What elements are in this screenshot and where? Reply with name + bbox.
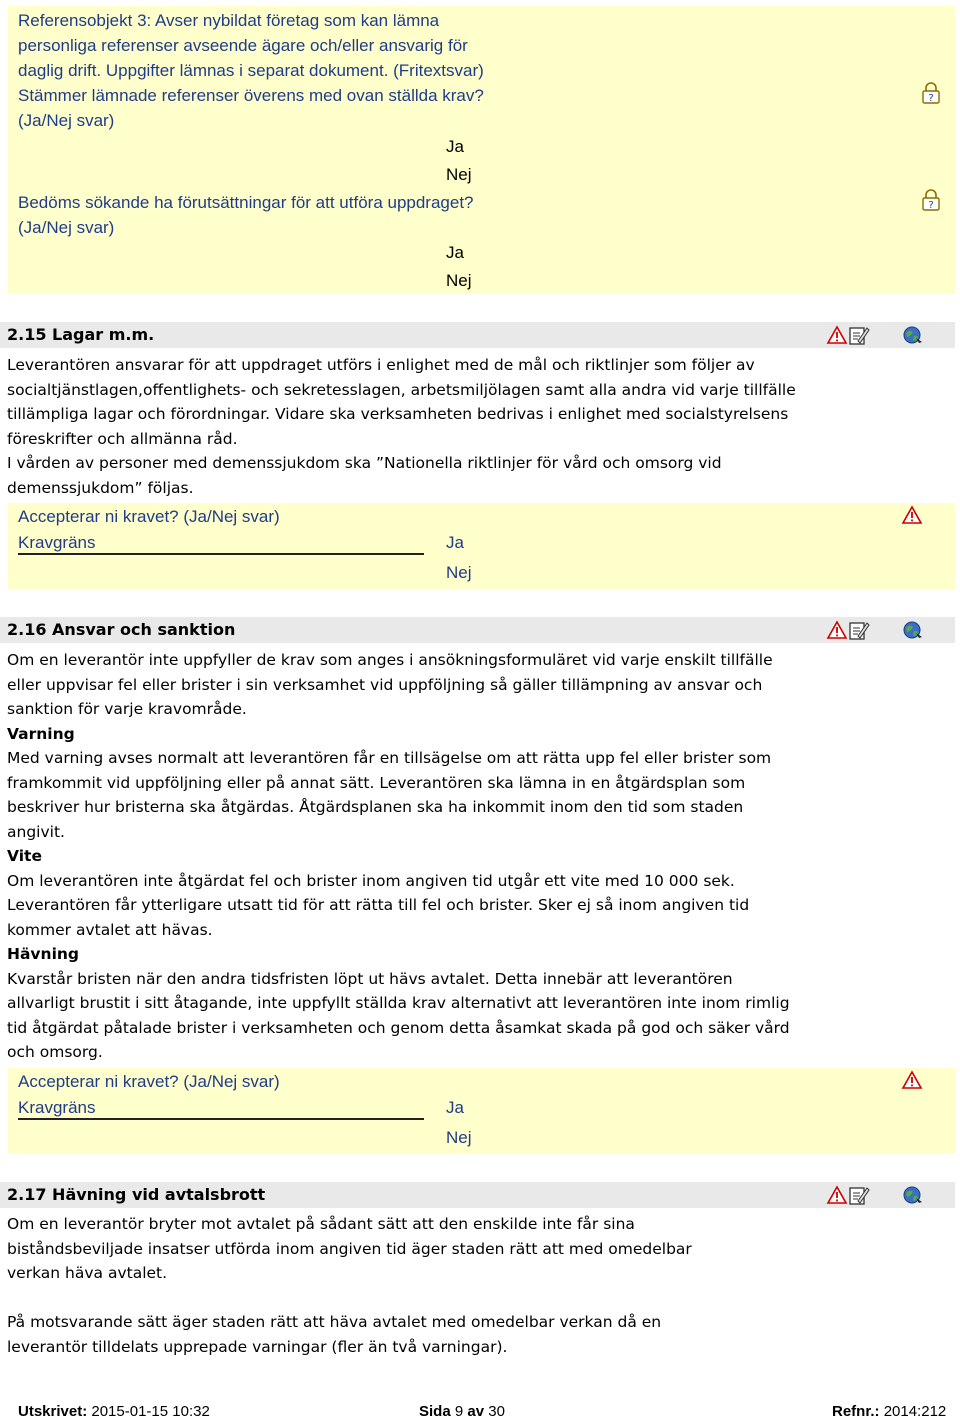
page-of: av <box>467 1403 485 1420</box>
capability-answer-yes[interactable]: Ja <box>446 243 464 262</box>
subheading-varning: Varning <box>7 724 75 743</box>
capability-question-type: (Ja/Nej svar) <box>18 218 115 237</box>
accept-question: Accepterar ni kravet? (Ja/Nej svar) <box>18 1072 280 1091</box>
page-footer <box>0 1400 960 1421</box>
kravgrans-label: Kravgräns <box>18 1098 96 1117</box>
ref-answer-yes[interactable]: Ja <box>446 137 464 156</box>
paragraph: På motsvarande sätt äger staden rätt att häva avtalet med omedelbar verkan då en leverantör tilldelats upprepade varningar (fler än två varningar). <box>7 1313 662 1356</box>
section-body-2-17 <box>7 1212 742 1286</box>
ref-answer-no[interactable]: Nej <box>446 165 472 184</box>
accept-answer-yes[interactable]: Ja <box>446 533 464 552</box>
kravgrans-line <box>18 1118 424 1120</box>
paragraph: I vården av personer med demenssjukdom ska ”Nationella riktlinjer för vård och omsorg vid demenssjukdom” följas. <box>7 454 722 497</box>
reference-number <box>832 1403 946 1420</box>
ref-label: Refnr.: <box>832 1403 880 1420</box>
printed-value: 2015-01-15 10:32 <box>91 1403 210 1420</box>
kravgrans-line <box>18 553 424 555</box>
paragraph: Om en leverantör inte uppfyller de krav som anges i ansökningsformuläret vid varje enskilt tillfälle eller uppvisar fel eller brister i sin verksamhet vid uppföljning så gäller tillämpning av ansvar och sanktion för varje kravområde. <box>7 651 773 718</box>
section-title: 2.16 Ansvar och sanktion <box>7 620 236 639</box>
section-header-2-16 <box>0 617 955 643</box>
svg-text:?: ? <box>928 200 934 211</box>
section-body-2-17-b <box>7 1310 742 1359</box>
paragraph: Med varning avses normalt att leverantören får en tillsägelse om att rätta upp fel eller brister som framkommit vid uppföljning eller på annat sätt. Leverantören ska lämna in en åtgärdsplan som beskriver hur bristerna ska åtgärdas. Åtgärdsplanen ska ha inkommit inom den tid som staden angivit. <box>7 749 772 841</box>
globe-icon[interactable] <box>902 1185 924 1205</box>
printed-label: Utskrivet: <box>18 1403 88 1420</box>
subheading-vite: Vite <box>7 847 42 865</box>
reference-question-block <box>8 6 955 294</box>
section-title: 2.15 Lagar m.m. <box>7 325 155 344</box>
kravgrans-label: Kravgräns <box>18 533 96 552</box>
section-header-2-15 <box>0 322 955 348</box>
section-body-2-16 <box>7 648 797 1065</box>
warning-icon[interactable] <box>826 620 848 640</box>
accept-block-2-15 <box>8 503 955 589</box>
ref-question: Stämmer lämnade referenser överens med ovan ställda krav? <box>18 86 484 105</box>
warning-icon[interactable] <box>826 1185 848 1205</box>
section-title: 2.17 Hävning vid avtalsbrott <box>7 1185 266 1204</box>
capability-answer-no[interactable]: Nej <box>446 271 472 290</box>
ref-question-type: (Ja/Nej svar) <box>18 111 115 130</box>
ref-line-3: daglig drift. Uppgifter lämnas i separat dokument. (Fritextsvar) <box>18 61 484 80</box>
svg-text:?: ? <box>928 93 934 104</box>
accept-answer-no[interactable]: Nej <box>446 1128 472 1147</box>
paragraph: Om en leverantör bryter mot avtalet på sådant sätt att den enskilde inte får sina biståndsbeviljade insatser utförda inom angiven tid äger staden rätt att med omedelbar verkan häva avtalet. <box>7 1215 692 1282</box>
warning-icon[interactable] <box>826 325 848 345</box>
warning-icon[interactable] <box>901 505 923 525</box>
ref-value: 2014:212 <box>883 1403 947 1420</box>
accept-block-2-16 <box>8 1068 955 1154</box>
accept-question: Accepterar ni kravet? (Ja/Nej svar) <box>18 507 280 526</box>
accept-answer-no[interactable]: Nej <box>446 563 472 582</box>
lock-question-icon[interactable] <box>921 82 941 104</box>
page-total: 30 <box>488 1403 505 1420</box>
ref-line-2: personliga referenser avseende ägare och/eller ansvarig för <box>18 36 468 55</box>
lock-question-icon[interactable] <box>921 189 941 211</box>
edit-icon[interactable] <box>848 619 870 641</box>
paragraph: Om leverantören inte åtgärdat fel och brister inom angiven tid utgår ett vite med 10 000 sek. Leverantören får ytterligare utsatt tid för att rätta till fel och brister. Sker ej så inom angiven tid kommer avtalet att hävas. <box>7 871 750 939</box>
globe-icon[interactable] <box>902 620 924 640</box>
section-body-2-15 <box>7 353 797 500</box>
edit-icon[interactable] <box>848 1184 870 1206</box>
paragraph: Leverantören ansvarar för att uppdraget utförs i enlighet med de mål och riktlinjer som följer av socialtjänstlagen,offentlighets- och sekretesslagen, arbetsmiljölagen samt alla andra vid varje tillfälle tillämpliga lagar och förordningar. Vidare ska verksamheten bedrivas i enlighet med socialstyrelsens föreskrifter och allmänna råd. <box>7 356 796 448</box>
warning-icon[interactable] <box>901 1070 923 1090</box>
globe-icon[interactable] <box>902 325 924 345</box>
ref-line-1: Referensobjekt 3: Avser nybildat företag som kan lämna <box>18 11 440 30</box>
subheading-havning: Hävning <box>7 945 80 963</box>
section-header-2-17 <box>0 1182 955 1208</box>
printed-date <box>18 1403 210 1420</box>
page-label: Sida <box>419 1403 451 1420</box>
capability-question: Bedöms sökande ha förutsättningar för att utföra uppdraget? <box>18 193 474 212</box>
accept-answer-yes[interactable]: Ja <box>446 1098 464 1117</box>
edit-icon[interactable] <box>848 324 870 346</box>
page-num: 9 <box>454 1403 464 1420</box>
page-number <box>419 1403 505 1420</box>
paragraph: Kvarstår bristen när den andra tidsfristen löpt ut hävs avtalet. Detta innebär att leverantören allvarligt brustit i sitt åtagande, inte uppfyllt ställda krav alternativt att leverantören inte inom rimlig tid åtgärdat påtalade brister i verksamheten och genom detta åsamkat skada på god och säker vård och omsorg. <box>7 969 790 1061</box>
